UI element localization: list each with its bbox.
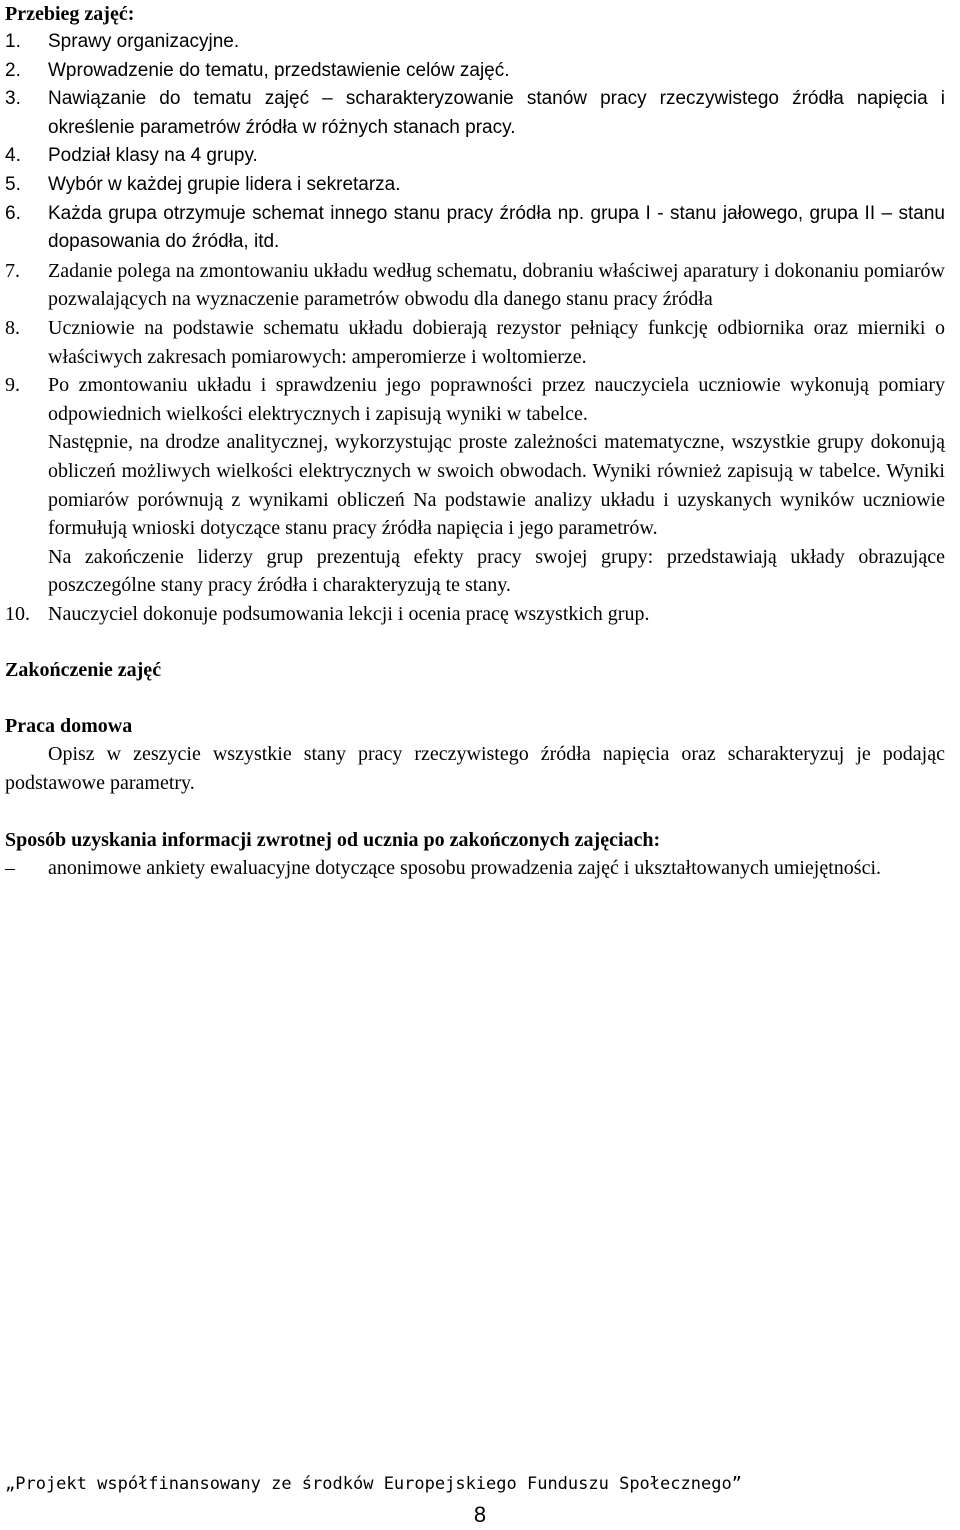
- list-item-number: 10.: [5, 602, 30, 625]
- list-item-number: 5.: [5, 173, 21, 195]
- list-item-text: Nauczyciel dokonuje podsumowania lekcji i ocenia pracę wszystkich grup.: [48, 602, 650, 625]
- list-item: [5, 85, 945, 142]
- feedback-item-text: anonimowe ankiety ewaluacyjne dotyczące sposobu prowadzenia zajęć i ukształtowanych umiejętności.: [48, 856, 882, 879]
- list-item-text: Wybór w każdej grupie lidera i sekretarza.: [48, 173, 401, 195]
- list-item-number: 7.: [5, 259, 20, 282]
- list-item: [5, 142, 945, 171]
- homework-heading: Praca domowa: [5, 715, 133, 738]
- course-flow-heading: Przebieg zajęć:: [5, 3, 135, 25]
- list-item-text: Wprowadzenie do tematu, przedstawienie celów zajęć.: [48, 59, 510, 81]
- spacer: [5, 628, 945, 656]
- list-item-text: Podział klasy na 4 grupy.: [48, 145, 258, 167]
- list-item-number: 9.: [5, 374, 20, 397]
- footer-text: „Projekt współfinansowany ze środków Europejskiego Funduszu Społecznego”: [5, 1474, 742, 1494]
- spacer: [5, 798, 945, 826]
- list-item-number: 2.: [5, 59, 21, 81]
- list-item: [5, 57, 945, 86]
- list-item-number: 1.: [5, 31, 21, 52]
- list-item: [5, 314, 945, 371]
- list-item: [5, 171, 945, 200]
- list-item-text: Sprawy organizacyjne.: [48, 31, 240, 52]
- list-item-text: Po zmontowaniu układu i sprawdzeniu jego poprawności przez nauczyciela uczniowie wykonują pomiary odpowiednich wielkości elektrycznych i zapisują wyniki w tabelce.: [48, 374, 945, 425]
- homework-text: Opisz w zeszycie wszystkie stany pracy rzeczywistego źródła napięcia oraz scharakteryzuj je podając podstawowe parametry.: [5, 743, 945, 795]
- page-content: [5, 0, 945, 882]
- list-item-number: 6.: [5, 202, 21, 224]
- feedback-list-item: [5, 854, 945, 883]
- spacer: [5, 684, 945, 712]
- course-flow-list: [5, 28, 945, 628]
- list-item: [5, 371, 945, 428]
- list-item-text: Uczniowie na podstawie schematu układu dobierają rezystor pełniący funkcję odbiornika oraz mierniki o właściwych zakresach pomiarowych: amperomierze i woltomierze.: [48, 316, 945, 368]
- list-item: [5, 200, 945, 257]
- page-number: 8: [473, 1502, 487, 1527]
- list-item-text: Każda grupa otrzymuje schemat innego stanu pracy źródła np. grupa I - stanu jałowego, grupa II – stanu dopasowania do źródła, itd.: [48, 202, 945, 253]
- feedback-heading: Sposób uzyskania informacji zwrotnej od ucznia po zakończonych zajęciach:: [5, 828, 661, 851]
- list-item-number: 4.: [5, 145, 21, 167]
- closing-heading: Zakończenie zajęć: [5, 659, 162, 682]
- list-item-text: Na zakończenie liderzy grup prezentują efekty pracy swojej grupy: przedstawiają układy obrazujące poszczególne stany pracy źródła i charakteryzują te stany.: [48, 545, 945, 597]
- list-item: [5, 600, 945, 629]
- list-item-text: Nawiązanie do tematu zajęć – scharakteryzowanie stanów pracy rzeczywistego źródła napięcia i określenie parametrów źródła w różnych stanach pracy.: [48, 88, 945, 138]
- list-item: [5, 257, 945, 314]
- list-item-text: Następnie, na drodze analitycznej, wykorzystując proste zależności matematyczne, wszystkie grupy dokonują obliczeń możliwych wielkości elektrycznych w swoich obwodach. Wyniki również zapisują w tabelce. Wyniki pomiarów porównują z wynikami obliczeń Na podstawie analizy układu i uzyskanych wyników uczniowie formułują wnioski dotyczące stanu pracy źródła napięcia i jego parametrów.: [48, 431, 945, 540]
- list-item-number: 3.: [5, 88, 21, 110]
- dash-bullet: –: [5, 856, 15, 879]
- list-item-continuation: [5, 428, 945, 542]
- list-item-continuation: [5, 543, 945, 600]
- list-item-text: Zadanie polega na zmontowaniu układu według schematu, dobraniu właściwej aparatury i dokonaniu pomiarów pozwalających na wyznaczenie parametrów obwodu dla danego stanu pracy źródła: [48, 259, 945, 311]
- list-item-number: 8.: [5, 316, 20, 339]
- list-item: [5, 28, 945, 57]
